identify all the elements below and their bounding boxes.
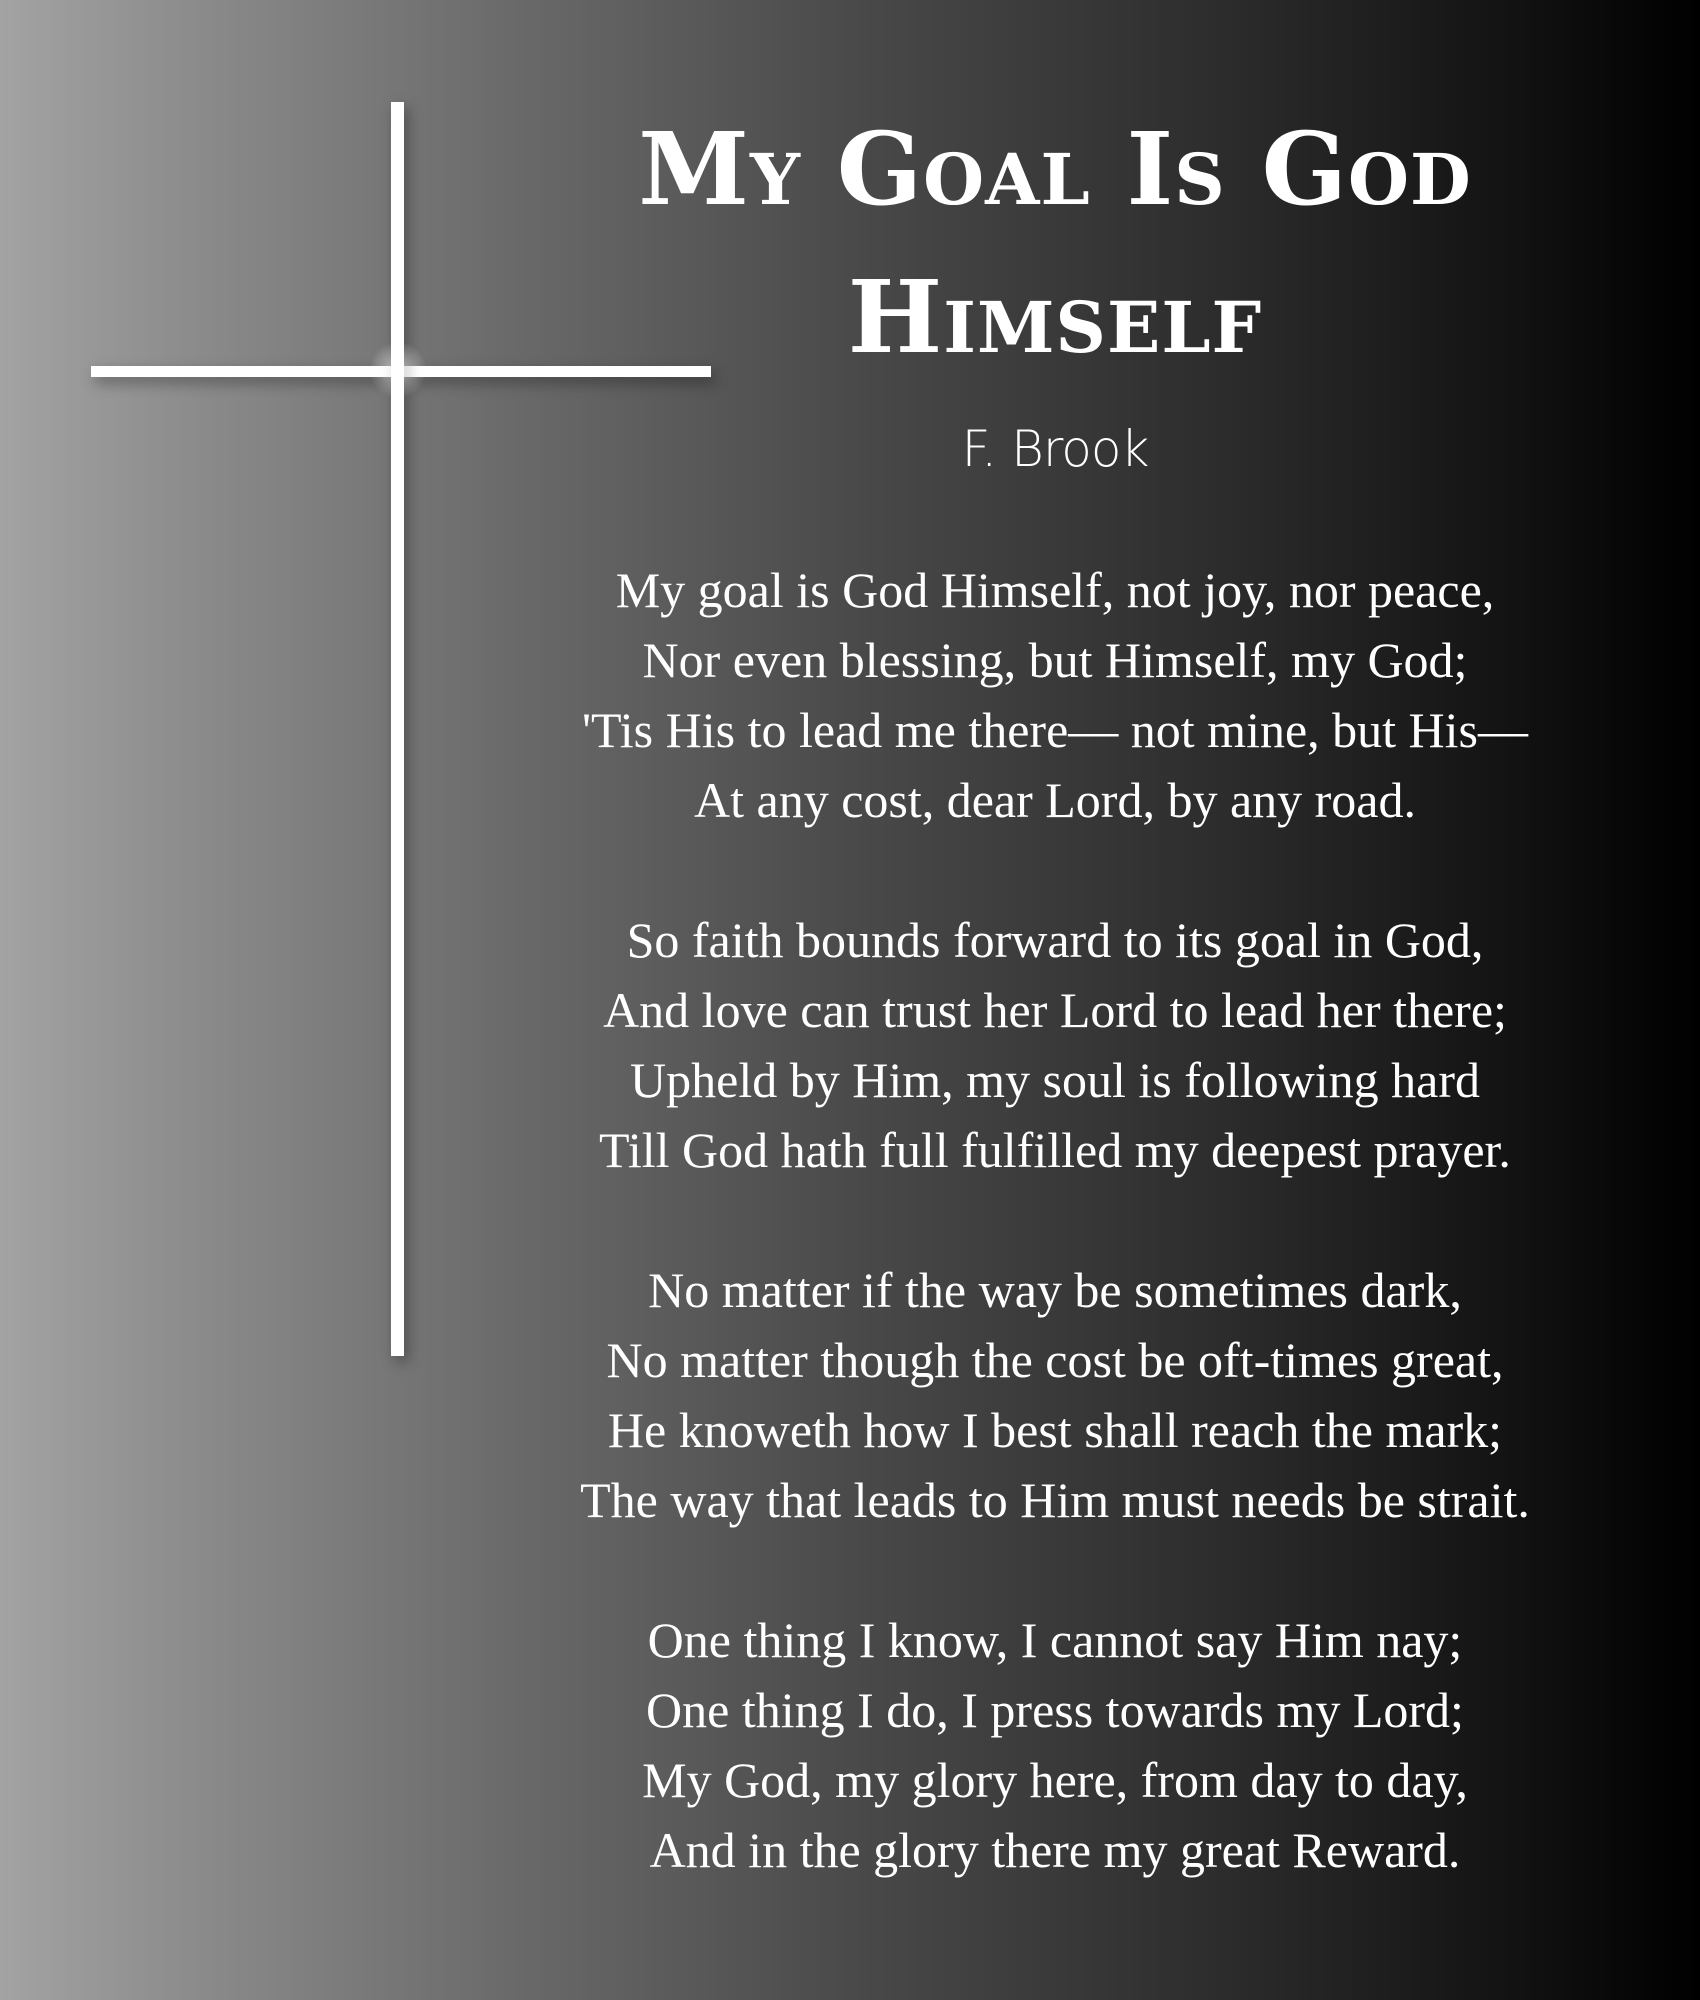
- stanza-line: One thing I know, I cannot say Him nay;: [647, 1612, 1463, 1668]
- poem-content: [490, 95, 1620, 1955]
- stanza-line: My God, my glory here, from day to day,: [642, 1752, 1468, 1808]
- stanza-line: No matter though the cost be oft-times great,: [606, 1332, 1504, 1388]
- stanza-line: Nor even blessing, but Himself, my God;: [642, 632, 1468, 688]
- stanza-line: My goal is God Himself, not joy, nor peace,: [615, 562, 1495, 618]
- stanza-line: At any cost, dear Lord, by any road.: [694, 772, 1416, 828]
- stanza-line: And love can trust her Lord to lead her there;: [603, 982, 1507, 1038]
- stanza-line: Till God hath full fulfilled my deepest prayer.: [599, 1122, 1511, 1178]
- stanza-4: [490, 1605, 1620, 1885]
- cross-vertical-beam: [391, 102, 404, 1356]
- stanza-1: [490, 555, 1620, 835]
- stanza-line: So faith bounds forward to its goal in God,: [626, 912, 1484, 968]
- poem-title-line-2: Himself: [847, 258, 1263, 376]
- stanza-line: He knoweth how I best shall reach the mark;: [607, 1402, 1503, 1458]
- stanza-line: No matter if the way be sometimes dark,: [648, 1262, 1462, 1318]
- stanza-line: 'Tis His to lead me there— not mine, but His—: [582, 702, 1528, 758]
- poem-title-line-1: My Goal Is God: [638, 110, 1472, 228]
- poem-author: F. Brook: [961, 420, 1149, 478]
- stanza-line: One thing I do, I press towards my Lord;: [646, 1682, 1464, 1738]
- stanza-2: [490, 905, 1620, 1185]
- poem-stanzas: [490, 555, 1620, 1885]
- poem-title: [490, 95, 1620, 391]
- stanza-line: And in the glory there my great Reward.: [649, 1822, 1461, 1878]
- cross-intersection-glow: [370, 340, 426, 400]
- stanza-line: Upheld by Him, my soul is following hard: [630, 1052, 1480, 1108]
- stanza-line: The way that leads to Him must needs be strait.: [580, 1472, 1530, 1528]
- stanza-3: [490, 1255, 1620, 1535]
